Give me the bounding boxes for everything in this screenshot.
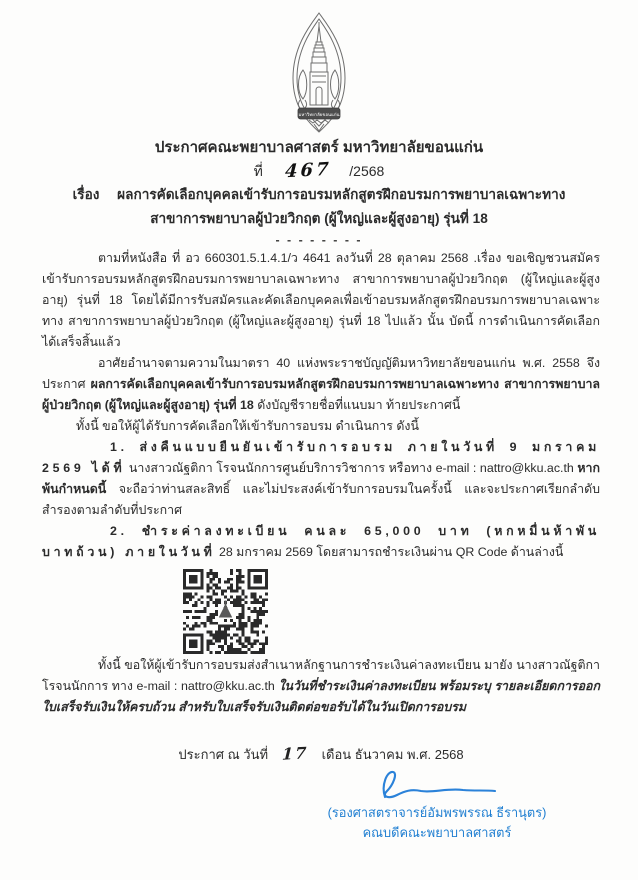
paragraph-item-1: [42, 437, 600, 521]
document-number-line: [0, 160, 638, 182]
subject-line-2: สาขาการพยาบาลผู้ป่วยวิกฤต (ผู้ใหญ่และผู้สูงอายุ) รุ่นที่ 18: [150, 211, 488, 226]
signer-name: (รองศาสตราจารย์อัมพรพรรณ ธีรานุตร): [327, 805, 547, 820]
doc-no-handwritten: 467: [284, 158, 332, 183]
signature-block: [302, 767, 572, 843]
doc-no-prefix: ที่: [253, 163, 263, 179]
kku-emblem-icon: [283, 12, 355, 133]
authority-regular: อาศัยอำนาจตามความในมาตรา 40 แห่งพระราชบัญญัติมหาวิทยาลัยขอนแก่น พ.ศ. 2558 จึงประกาศ: [42, 356, 600, 391]
signature-script-icon: [367, 767, 507, 803]
authority-regular-tail: ดังบัญชีรายชื่อที่แนบมา ท้ายประกาศนี้: [253, 398, 461, 412]
item1-contact: นางสาวณัฐติกา โรจนนักการศูนย์บริการวิชาการ หรือทาง e-mail : nattro@kku.ac.th: [125, 461, 578, 475]
emblem-banner-text: มหาวิทยาลัยขอนแก่น: [298, 112, 340, 117]
date-prefix: ประกาศ ณ วันที่: [178, 747, 269, 762]
doc-no-year: /2568: [349, 163, 385, 179]
announcement-date-line: [42, 743, 600, 765]
qr-code-row: [183, 569, 600, 655]
date-day-handwritten: 17: [281, 743, 309, 764]
document-body: [0, 248, 638, 843]
item2-tail: 28 มกราคม 2569 โดยสามารถชำระเงินผ่าน QR Code ด้านล่างนี้: [215, 545, 564, 559]
signer-title: คณบดีคณะพยาบาลศาสตร์: [362, 825, 512, 840]
paragraph-reference: ตามที่หนังสือ ที่ อว 660301.5.1.4.1/ว 4641 ลงวันที่ 28 ตุลาคม 2568 .เรื่อง ขอเชิญชวนสมัครเข้ารับการอบรมหลักสูตรฝึกอบรมการพยาบาลเฉพาะทาง สาขาการพยาบาลผู้ป่วยวิกฤต (ผู้ใหญ่และผู้สูงอายุ) รุ่นที่ 18 โดยได้มีการรับสมัครและคัดเลือกบุคคลเพื่อเข้าอบรมหลักสูตรฝึกอบรมการพยาบาลเฉพาะทาง สาขาการพยาบาลผู้ป่วยวิกฤต (ผู้ใหญ่และผู้สูงอายุ) รุ่นที่ 18 ไปแล้ว นั้น บัดนี้ การดำเนินการคัดเลือกได้เสร็จสิ้นแล้ว: [42, 251, 600, 349]
subject-line-1: [0, 184, 638, 206]
proof-regular: ทั้งนี้ ขอให้ผู้เข้ารับการอบรมส่งสำเนาหลักฐานการชำระเงินค่าลงทะเบียน มายัง นางสาวณัฐติกา โรจนนักการ ทาง e-mail : nattro@kku.ac.th: [42, 658, 600, 693]
item1-deadline-warning: หากพ้นกำหนดนี้: [42, 461, 600, 496]
item2-fee-lead: 2. ชำระค่าลงทะเบียน คนละ 65,000 บาท (หกหมื่นห้าพันบาทถ้วน) ภายในวันที่: [42, 524, 600, 559]
subject-text-1: ผลการคัดเลือกบุคคลเข้ารับการอบรมหลักสูตรฝึกอบรมการพยาบาลเฉพาะทาง: [117, 187, 566, 202]
proof-bold-italic: ในวันที่ชำระเงินค่าลงทะเบียน พร้อมระบุ รายละเอียดการออกใบเสร็จรับเงินให้ครบถ้วน สำหรับใบเสร็จรับเงินติดต่อขอรับได้ในวันเปิดการอบรม: [42, 679, 600, 714]
paragraph-instruction-intro: ทั้งนี้ ขอให้ผู้ได้รับการคัดเลือกให้เข้ารับการอบรม ดำเนินการ ดังนี้: [76, 419, 419, 433]
paragraph-item-2: [42, 521, 600, 563]
paragraph-authority: [42, 353, 600, 416]
date-suffix: เดือน ธันวาคม พ.ศ. 2568: [321, 747, 464, 762]
payment-qr-code: [183, 569, 268, 654]
emblem-area: [0, 0, 638, 135]
item1-tail: จะถือว่าท่านสละสิทธิ์ และไม่ประสงค์เข้ารับการอบรมในครั้งนี้ และจะประกาศเรียกลำดับสำรองตามลำดับที่ประกาศ: [42, 482, 600, 517]
item1-deadline-lead: 1. ส่งคืนแบบยืนยันเข้ารับการอบรม ภายในวันที่ 9 มกราคม 2569 ได้ที่: [42, 440, 600, 475]
authority-bold-result: ผลการคัดเลือกบุคคลเข้ารับการอบรมหลักสูตรฝึกอบรมการพยาบาลเฉพาะทาง สาขาการพยาบาลผู้ป่วยวิกฤต (ผู้ใหญ่และผู้สูงอายุ) รุ่นที่ 18: [42, 377, 600, 412]
paragraph-payment-proof: [42, 655, 600, 718]
subject-label: เรื่อง: [72, 187, 100, 202]
dashed-divider: - - - - - - - -: [275, 233, 363, 247]
issuing-org-line: ประกาศคณะพยาบาลศาสตร์ มหาวิทยาลัยขอนแก่น: [154, 139, 484, 156]
